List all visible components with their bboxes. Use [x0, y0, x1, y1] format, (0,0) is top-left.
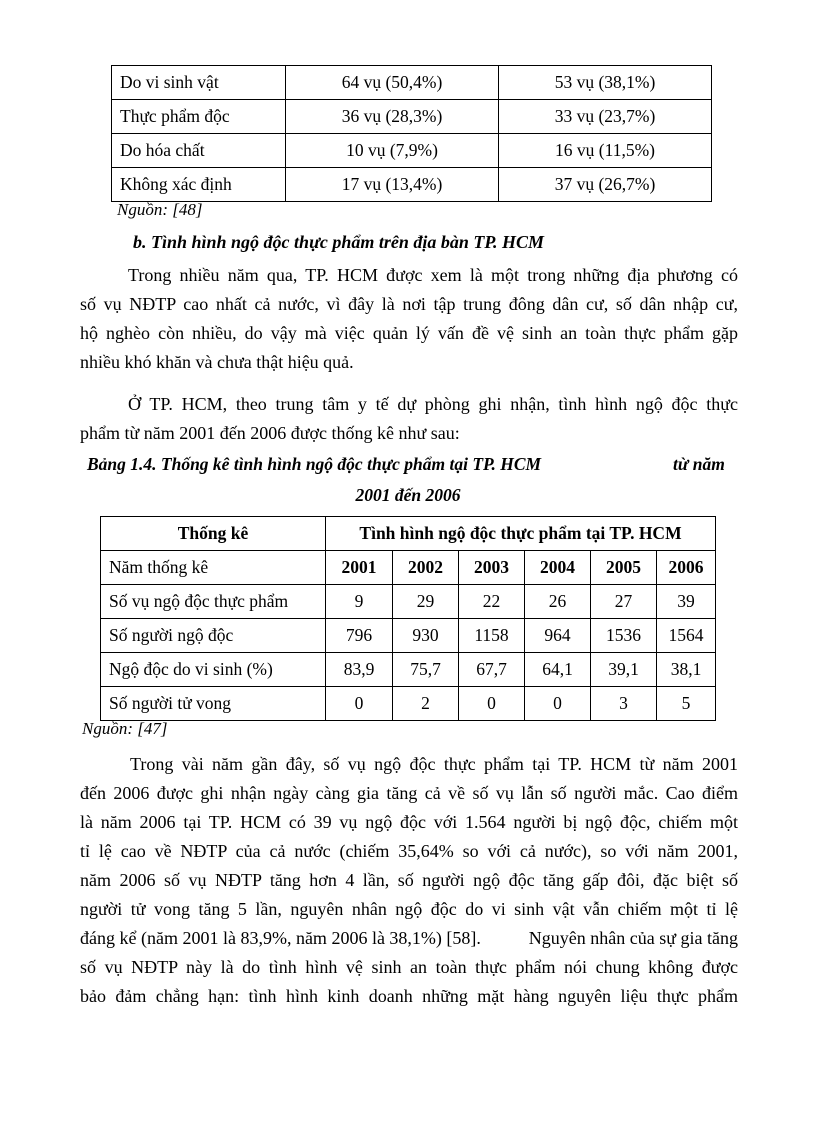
text-line: Ở TP. HCM, theo trung tâm y tế dự phòng ghi nhận, tình hình ngộ độc thực	[128, 394, 738, 414]
table2-source: Nguồn: [47]	[82, 719, 168, 738]
section-heading: b. Tình hình ngộ độc thực phẩm trên địa bàn TP. HCM	[133, 232, 545, 252]
text-segment: đáng kể (năm 2001 là 83,9%, năm 2006 là 38,1%) [58].	[80, 928, 481, 948]
text-line: số vụ NĐTP này là do tình hình vệ sinh an toàn thực phẩm nói chung không được	[80, 957, 738, 977]
text-line: số vụ NĐTP cao nhất cả nước, vì đây là nơi tập trung đông dân cư, số dân nhập cư,	[80, 294, 738, 314]
table-cell: 75,7	[393, 653, 459, 687]
row-label: Số vụ ngộ độc thực phẩm	[101, 585, 326, 619]
table-cell: 796	[326, 619, 393, 653]
paragraph-2	[80, 390, 738, 448]
table-cell: 2	[393, 687, 459, 721]
table-food-poisoning-stats	[100, 516, 716, 721]
table-cell: 83,9	[326, 653, 393, 687]
table1-source: Nguồn: [48]	[117, 200, 203, 219]
table-cell: 27	[591, 585, 657, 619]
table-cell: 38,1	[657, 653, 716, 687]
table-cell: 930	[393, 619, 459, 653]
year-header: 2005	[591, 551, 657, 585]
table-cell: 5	[657, 687, 716, 721]
text-line: Trong nhiều năm qua, TP. HCM được xem là một trong những địa phương có	[128, 265, 738, 285]
table-cell: 22	[459, 585, 525, 619]
column-header: Thống kê	[101, 517, 326, 551]
table-cell: 1158	[459, 619, 525, 653]
column-header-span: Tình hình ngộ độc thực phẩm tại TP. HCM	[326, 517, 716, 551]
text-line: đến 2006 được ghi nhận ngày càng gia tăng cả về số vụ lẫn số người mắc. Cao điểm	[80, 783, 738, 803]
table-cell: Thực phẩm độc	[112, 100, 286, 134]
text-line	[80, 924, 738, 953]
table-row	[112, 168, 712, 202]
text-line: bảo đảm chẳng hạn: tình hình kinh doanh những mặt hàng nguyên liệu thực phẩm	[80, 986, 738, 1006]
year-header: 2002	[393, 551, 459, 585]
table-row	[112, 100, 712, 134]
text-line: Trong vài năm gần đây, số vụ ngộ độc thực phẩm tại TP. HCM từ năm 2001	[130, 754, 738, 774]
table-row	[101, 687, 716, 721]
paragraph-1	[80, 261, 738, 377]
text-line: năm 2006 số vụ NĐTP tăng hơn 4 lần, số người ngộ độc tăng gấp đôi, đặc biệt số	[80, 870, 738, 890]
table-row	[112, 66, 712, 100]
table-cell: 0	[525, 687, 591, 721]
table-cell: 33 vụ (23,7%)	[499, 100, 712, 134]
table-row	[112, 134, 712, 168]
table-cell: Không xác định	[112, 168, 286, 202]
table-cell: 0	[326, 687, 393, 721]
table-cell: 1564	[657, 619, 716, 653]
table-caption-right: từ năm	[673, 454, 725, 474]
year-header: 2006	[657, 551, 716, 585]
table-cell: 53 vụ (38,1%)	[499, 66, 712, 100]
year-header: 2004	[525, 551, 591, 585]
table-cell: 29	[393, 585, 459, 619]
text-line: hộ nghèo còn nhiều, do vậy mà việc quản lý vấn đề vệ sinh an toàn thực phẩm gặp	[80, 323, 738, 343]
row-label: Số người ngộ độc	[101, 619, 326, 653]
table-cell: 10 vụ (7,9%)	[286, 134, 499, 168]
table-cell: 1536	[591, 619, 657, 653]
table-cell: 64 vụ (50,4%)	[286, 66, 499, 100]
table-cell: 39,1	[591, 653, 657, 687]
text-segment: Nguyên nhân của sự gia tăng	[528, 928, 738, 948]
table-row	[101, 551, 716, 585]
paragraph-3	[80, 750, 738, 1011]
table-header-row	[101, 517, 716, 551]
table-row	[101, 619, 716, 653]
text-line: nhiều khó khăn và chưa thật hiệu quả.	[80, 352, 354, 372]
table-caption-years: 2001 đến 2006	[355, 485, 461, 505]
table-cell: Do vi sinh vật	[112, 66, 286, 100]
table-cell: 64,1	[525, 653, 591, 687]
table-row	[101, 653, 716, 687]
text-line: là năm 2006 tại TP. HCM có 39 vụ ngộ độc với 1.564 người bị ngộ độc, chiếm một	[80, 812, 738, 832]
row-label: Số người tử vong	[101, 687, 326, 721]
text-line: người tử vong tăng 5 lần, nguyên nhân ngộ độc do vi sinh vật vẫn chiếm một tỉ lệ	[80, 899, 738, 919]
row-label: Ngộ độc do vi sinh (%)	[101, 653, 326, 687]
table-cause-breakdown	[111, 65, 712, 202]
table-cell: 964	[525, 619, 591, 653]
table-cell: 67,7	[459, 653, 525, 687]
table-caption: Bảng 1.4. Thống kê tình hình ngộ độc thực phẩm tại TP. HCM	[87, 454, 542, 474]
table-cell: 9	[326, 585, 393, 619]
text-line: phẩm từ năm 2001 đến 2006 được thống kê như sau:	[80, 423, 460, 443]
table-cell: 26	[525, 585, 591, 619]
text-line: tỉ lệ cao về NĐTP của cả nước (chiếm 35,64% so với cả nước), so với năm 2001,	[80, 841, 738, 861]
table-cell: 0	[459, 687, 525, 721]
year-header: 2001	[326, 551, 393, 585]
table-row	[101, 585, 716, 619]
table-cell: 36 vụ (28,3%)	[286, 100, 499, 134]
row-label: Năm thống kê	[101, 551, 326, 585]
year-header: 2003	[459, 551, 525, 585]
table-cell: Do hóa chất	[112, 134, 286, 168]
table-cell: 17 vụ (13,4%)	[286, 168, 499, 202]
table-cell: 39	[657, 585, 716, 619]
table-cell: 37 vụ (26,7%)	[499, 168, 712, 202]
table-cell: 3	[591, 687, 657, 721]
table-cell: 16 vụ (11,5%)	[499, 134, 712, 168]
